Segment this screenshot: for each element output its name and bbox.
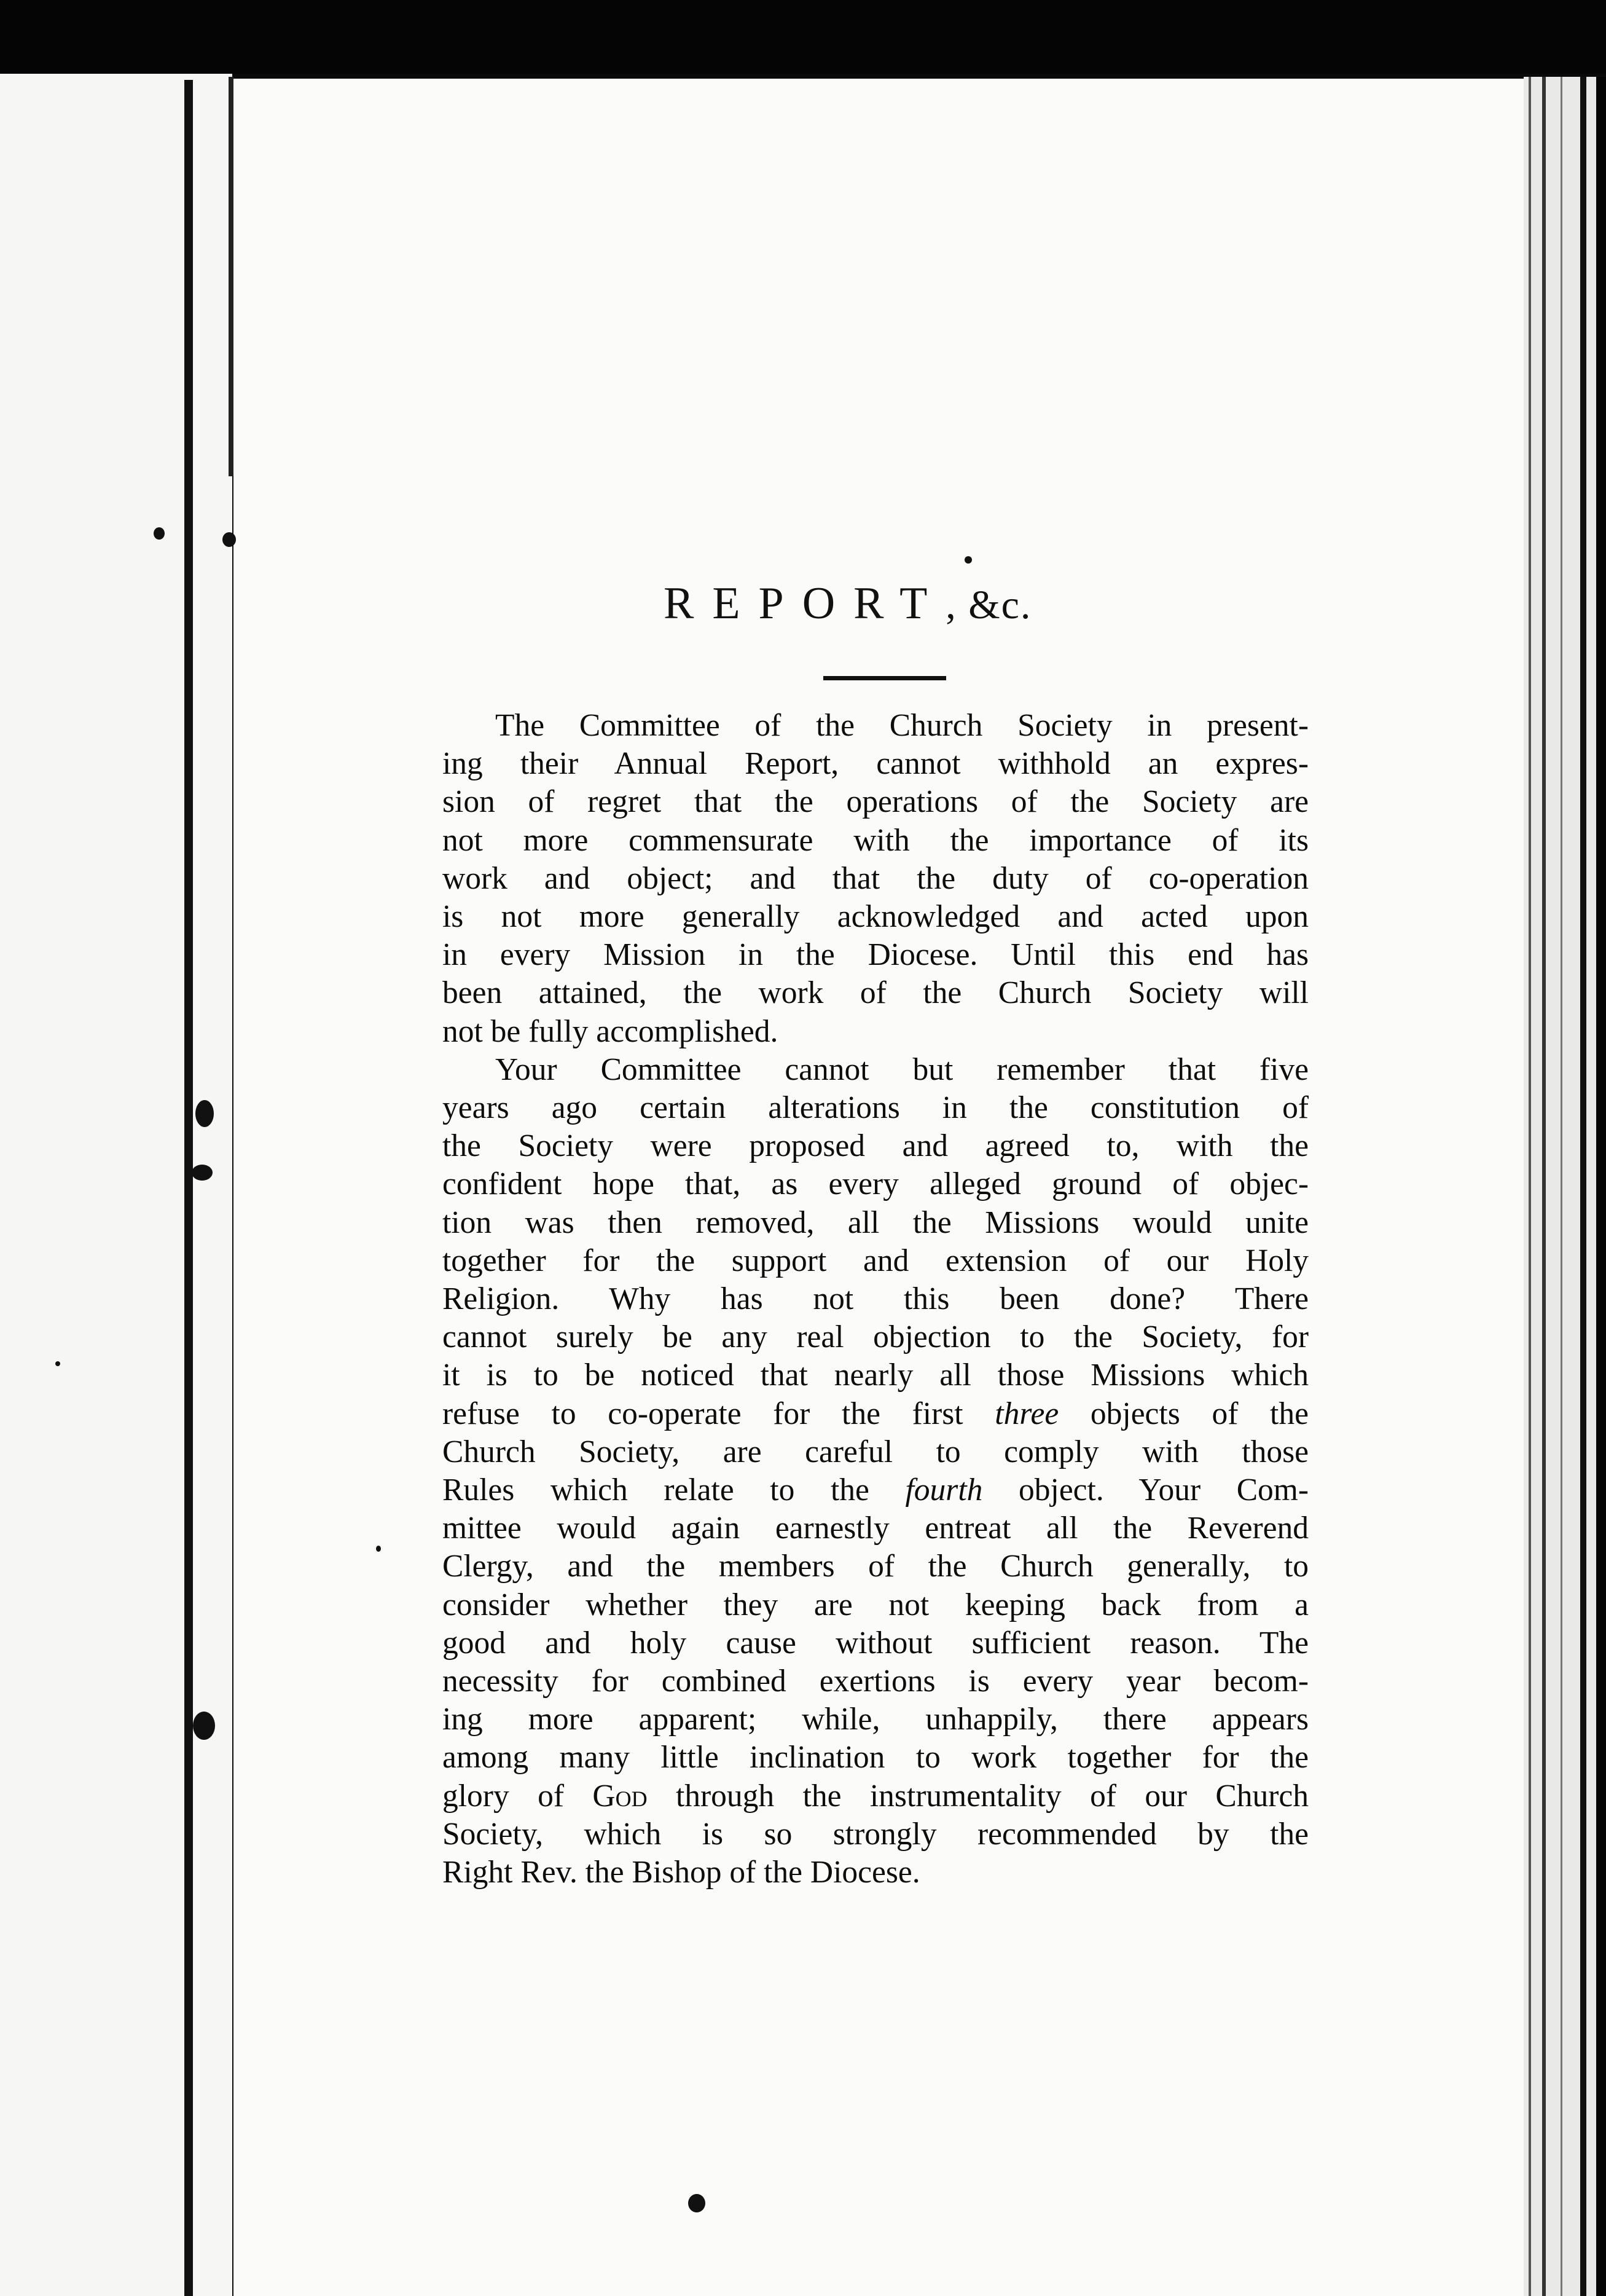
text-segment: refuse to co-operate for the first [442,1396,995,1431]
binding-speck [154,527,165,540]
report-heading-etc: , &c. [946,583,1032,627]
text-line: ing their Annual Report, cannot withhold an expres- [442,746,1309,782]
text-line: Religion. Why has not this been done? There [442,1281,1309,1317]
italic-emphasis: three [995,1396,1059,1431]
text-line: together for the support and extension of our Holy [442,1243,1309,1278]
text-line: mittee would again earnestly entreat all the Reverend [442,1511,1309,1546]
report-heading [664,578,1143,630]
page-edge-line [1561,77,1562,2296]
text-line: necessity for combined exertions is every year becom- [442,1664,1309,1699]
report-heading-title: REPORT [664,578,946,629]
text-line: among many little inclination to work together for the [442,1740,1309,1775]
facing-page-edge [0,74,232,2296]
text-line: confident hope that, as every alleged ground of objec- [442,1166,1309,1202]
text-line: not be fully accomplished. [442,1013,778,1049]
text-line: in every Mission in the Diocese. Until this end has [442,937,1309,973]
text-line: Right Rev. the Bishop of the Diocese. [442,1855,920,1890]
text-line: good and holy cause without sufficient reason. The [442,1625,1309,1661]
page-speck [688,2194,705,2212]
text-line: tion was then removed, all the Missions would unite [442,1205,1309,1240]
page-edge-line [1529,77,1531,2296]
text-segment: Rules which relate to the [442,1472,906,1508]
page-edge-line [1580,77,1586,2296]
stacked-page-edges [1524,77,1606,2296]
report-body [442,707,1309,1892]
text-line: is not more generally acknowledged and acted upon [442,899,1309,935]
text-line [442,1471,1309,1509]
text-line: ing more apparent; while, unhappily, there appears [442,1702,1309,1737]
text-line: sion of regret that the operations of the Society are [442,784,1309,820]
text-line: work and object; and that the duty of co-operation [442,860,1309,896]
binding-speck [195,1100,214,1127]
text-line: been attained, the work of the Church Society will [442,975,1309,1011]
text-line: Clergy, and the members of the Church generally, to [442,1549,1309,1584]
binding-inner-edge [229,77,233,476]
paragraph-2 [442,1051,1309,1892]
binding-fold [184,80,193,2296]
text-line: Your Committee cannot but remember that five [495,1052,1309,1087]
text-line: cannot surely be any real objection to the Society, for [442,1319,1309,1355]
text-line: the Society were proposed and agreed to, with the [442,1128,1309,1164]
text-line: The Committee of the Church Society in present- [495,708,1309,743]
binding-speck [55,1361,60,1366]
small-caps-word: God [592,1778,648,1814]
text-segment: glory of [442,1778,593,1814]
text-line [442,1395,1309,1433]
italic-emphasis: fourth [905,1472,983,1508]
scanner-top-band [0,0,1606,74]
text-line: it is to be noticed that nearly all those Missions which [442,1358,1309,1393]
heading-rule [823,676,946,680]
text-line [442,1777,1309,1815]
binding-speck [193,1712,215,1740]
text-line: consider whether they are not keeping back from a [442,1587,1309,1622]
page-edge-line [1542,77,1546,2296]
binding-speck [192,1165,213,1181]
text-line: not more commensurate with the importance of its [442,822,1309,858]
binding-speck [965,556,972,564]
text-line: Society, which is so strongly recommended by the [442,1816,1309,1852]
text-segment: objects of the [1059,1396,1309,1431]
text-segment: object. Your Com- [982,1472,1309,1508]
paragraph-1 [442,707,1309,1051]
binding-speck [376,1546,381,1552]
binding-speck [222,532,236,547]
page-edge-line [1596,77,1606,2296]
text-line: Church Society, are careful to comply with those [442,1434,1309,1469]
text-segment: through the instrumentality of our Church [647,1778,1309,1814]
text-line: years ago certain alterations in the constitution of [442,1090,1309,1126]
